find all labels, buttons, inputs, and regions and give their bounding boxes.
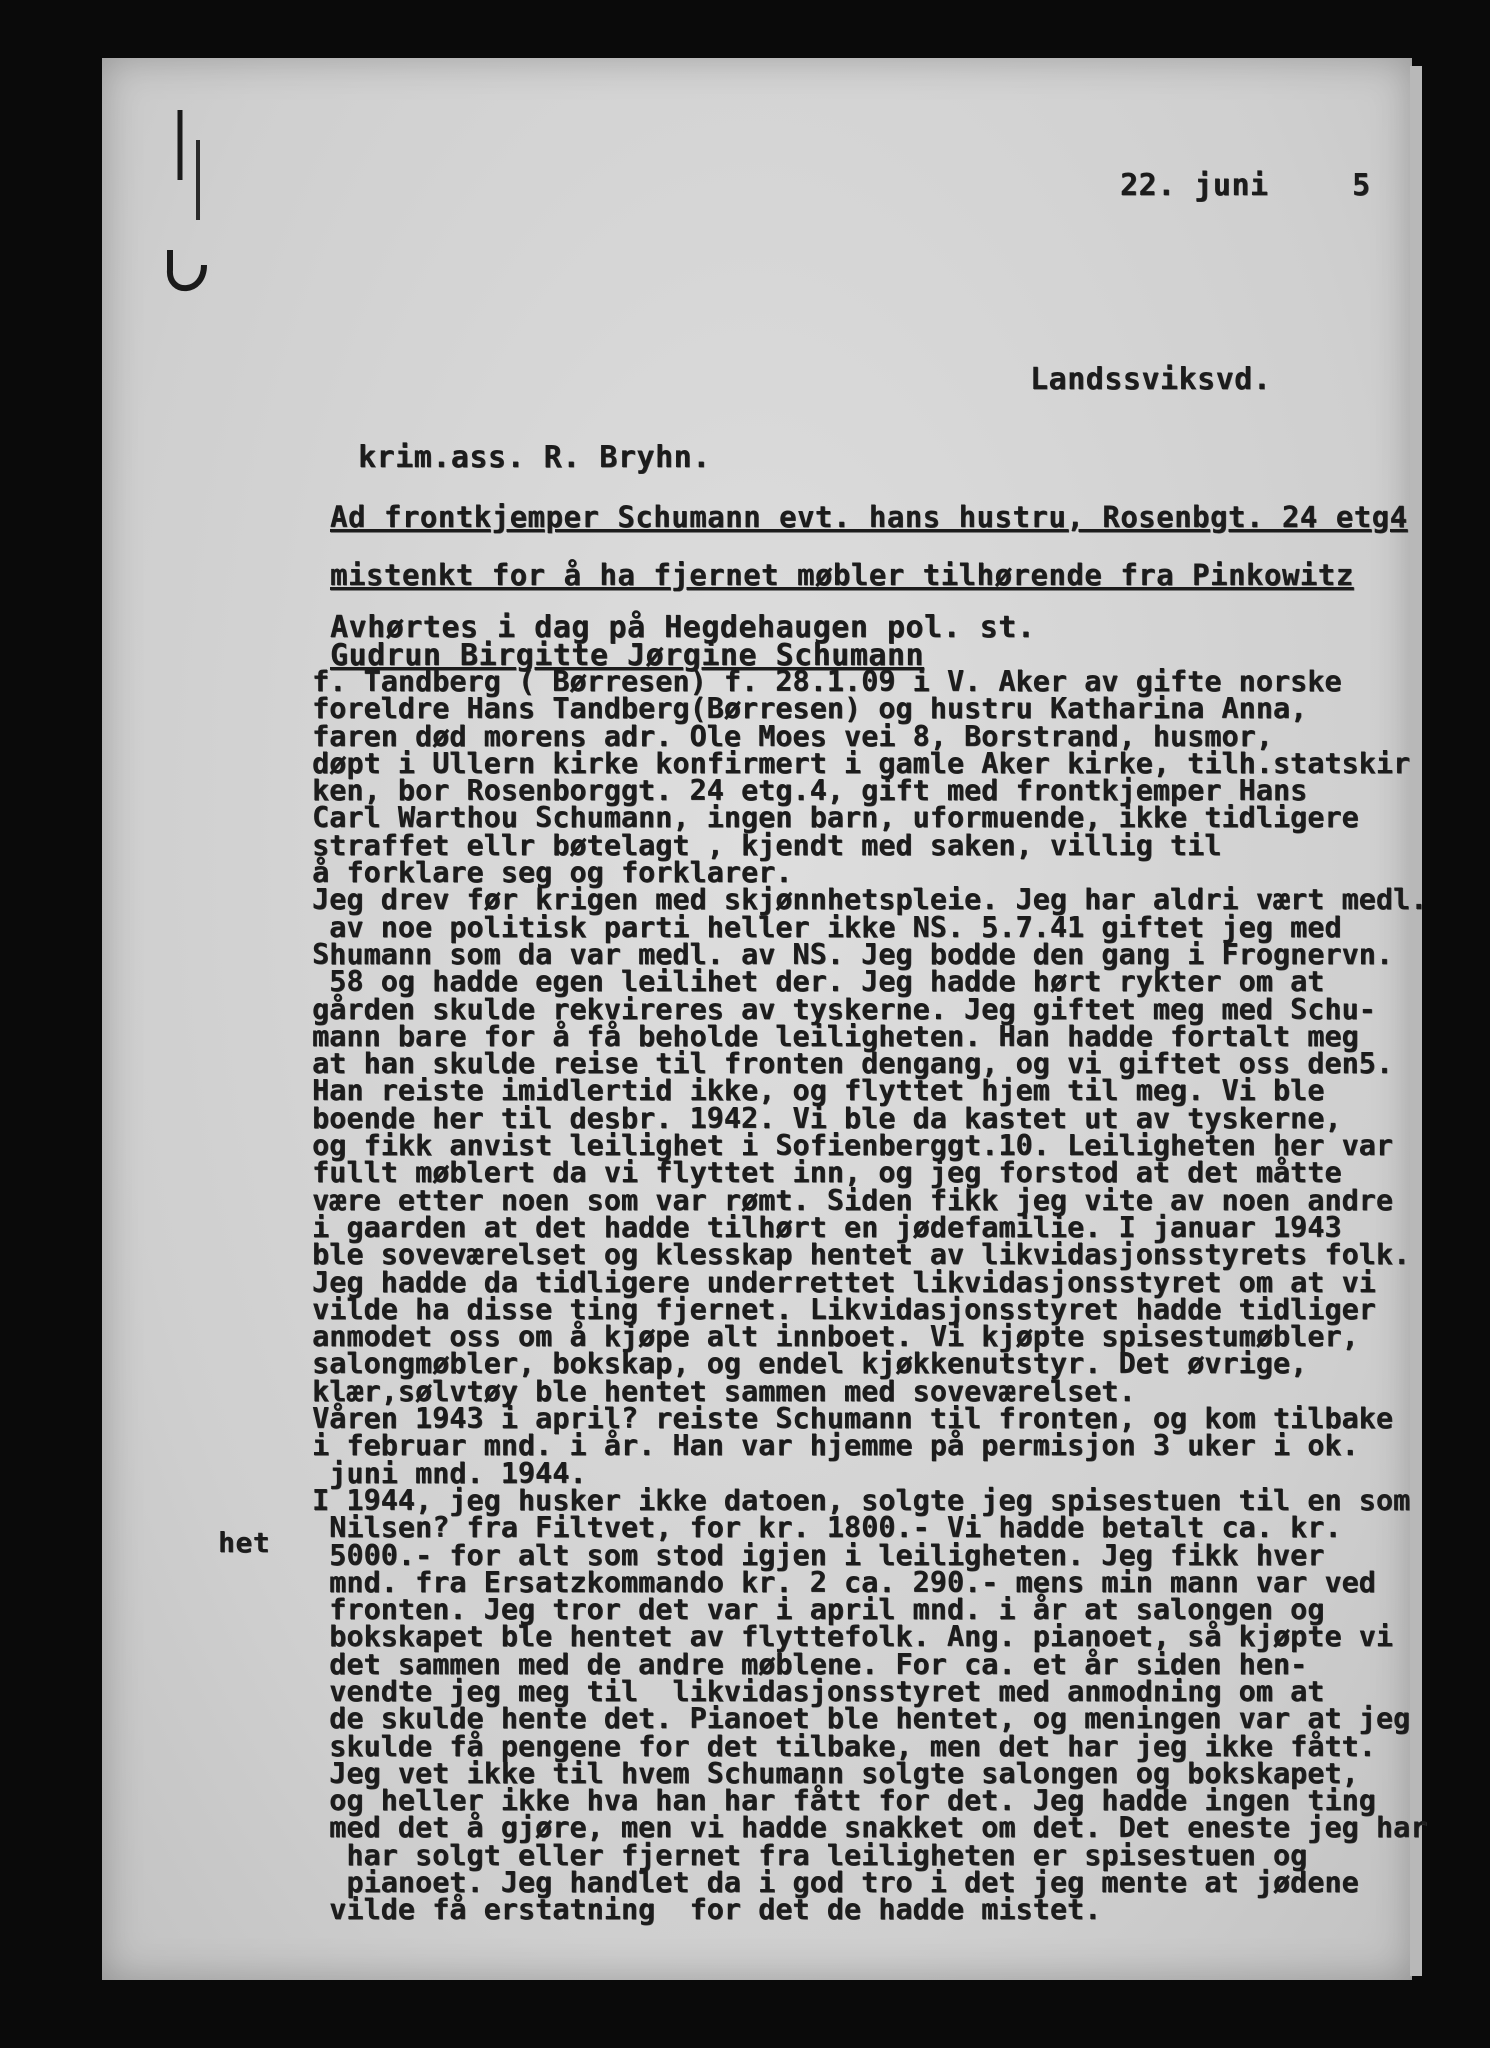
statement-line: Jeg drev før krigen med skjønnhetspleie. Jeg har aldri vært medl. [312, 883, 1428, 917]
statement-line: av noe politisk parti heller ikke NS. 5.7.41 giftet jeg med [312, 910, 1342, 944]
page-number: 5 [1352, 168, 1371, 203]
paperclip-mark [160, 100, 220, 300]
subject-line-2: mistenkt for å ha fjernet møbler tilhørende fra Pinkowitz [330, 558, 1354, 592]
statement-line: å forklare seg og forklarer. [312, 856, 793, 890]
statement-line: at han skulde reise til fronten dengang, og vi giftet oss den5. [312, 1047, 1393, 1081]
statement-line: foreldre Hans Tandberg(Børresen) og hustru Katharina Anna, [312, 692, 1308, 726]
statement-line: vendte jeg meg til likvidasjonsstyret med anmodning om at [312, 1674, 1325, 1708]
statement-line: og heller ikke hva han har fått for det. Jeg hadde ingen ting [312, 1784, 1376, 1818]
statement-line: det sammen med de andre møblene. For ca. et år siden hen- [312, 1647, 1308, 1681]
statement-line: vilde ha disse ting fjernet. Likvidasjonsstyret hadde tidliger [312, 1292, 1376, 1326]
statement-line: Jeg hadde da tidligere underrettet likvidasjonsstyret om at vi [312, 1265, 1376, 1299]
statement-line: mann bare for å få beholde leiligheten. Han hadde fortalt meg [312, 1019, 1359, 1053]
statement-line: de skulde hente det. Pianoet ble hentet, og meningen var at jeg [312, 1702, 1411, 1736]
statement-line: være etter noen som var rømt. Siden fikk jeg vite av noen andre [312, 1183, 1393, 1217]
header-date: 22. juni [1120, 168, 1269, 203]
statement-line: ble soveværelset og klesskap hentet av likvidasjonsstyrets folk. [312, 1238, 1411, 1272]
statement-line: salongmøbler, bokskap, og endel kjøkkenutstyr. Det øvrige, [312, 1347, 1308, 1381]
heard-statement: Avhørtes i dag på Hegdehaugen pol. st. [330, 610, 1036, 645]
statement-line: 58 og hadde egen leilihet der. Jeg hadde hørt rykter om at [312, 965, 1325, 999]
statement-line: i gaarden at det hadde tilhørt en jødefamilie. I januar 1943 [312, 1210, 1342, 1244]
subject-line-1: Ad frontkjemper Schumann evt. hans hustru, Rosenbgt. 24 etg4 [330, 500, 1408, 534]
statement-line: mnd. fra Ersatzkommando kr. 2 ca. 290.- mens min mann var ved [312, 1565, 1376, 1599]
statement-line: bokskapet ble hentet av flyttefolk. Ang. pianoet, så kjøpte vi [312, 1620, 1393, 1654]
statement-line: anmodet oss om å kjøpe alt innboet. Vi kjøpte spisestumøbler, [312, 1320, 1359, 1354]
statement-line: 5000.- for alt som stod igjen i leiligheten. Jeg fikk hver [312, 1538, 1325, 1572]
statement-line: og fikk anvist leilighet i Sofienberggt.10. Leiligheten her var [312, 1129, 1393, 1163]
statement-line: med det å gjøre, men vi hadde snakket om det. Det eneste jeg har [312, 1811, 1428, 1845]
statement-line: i februar mnd. i år. Han var hjemme på permisjon 3 uker i ok. [312, 1429, 1359, 1463]
statement-line: Våren 1943 i april? reiste Schumann til fronten, og kom tilbake [312, 1402, 1393, 1436]
statement-line: fronten. Jeg tror det var i april mnd. i år at salongen og [312, 1593, 1325, 1627]
statement-line: faren død morens adr. Ole Moes vei 8, Borstrand, husmor, [312, 719, 1273, 753]
statement-line: klær,sølvtøy ble hentet sammen med soveværelset. [312, 1374, 1136, 1408]
statement-line: Carl Warthou Schumann, ingen barn, uformuende, ikke tidligere [312, 801, 1359, 835]
margin-note: het [218, 1526, 271, 1559]
document-type: Landssviksvd. [1030, 362, 1272, 397]
statement-line: fullt møblert da vi flyttet inn, og jeg forstod at det måtte [312, 1156, 1342, 1190]
statement-line: juni mnd. 1944. [312, 1456, 587, 1490]
statement-line: skulde få pengene for det tilbake, men det har jeg ikke fått. [312, 1729, 1376, 1763]
statement-line: gården skulde rekvireres av tyskerne. Jeg giftet meg med Schu- [312, 992, 1376, 1026]
statement-line: ken, bor Rosenborggt. 24 etg.4, gift med frontkjemper Hans [312, 774, 1308, 808]
statement-line: straffet ellr bøtelagt , kjendt med saken, villig til [312, 828, 1222, 862]
statement-line: vilde få erstatning for det de hadde mistet. [312, 1893, 1102, 1927]
statement-line: Han reiste imidlertid ikke, og flyttet hjem til meg. Vi ble [312, 1074, 1325, 1108]
statement-line: Shumann som da var medl. av NS. Jeg bodde den gang i Frognervn. [312, 937, 1393, 971]
recipient: krim.ass. R. Bryhn. [358, 440, 711, 475]
statement-line: Nilsen? fra Filtvet, for kr. 1800.- Vi hadde betalt ca. kr. [312, 1511, 1342, 1545]
statement-line: pianoet. Jeg handlet da i god tro i det jeg mente at jødene [312, 1866, 1359, 1900]
statement-line: har solgt eller fjernet fra leiligheten er spisestuen og [312, 1838, 1308, 1872]
statement-body [312, 665, 1428, 1927]
statement-line: I 1944, jeg husker ikke datoen, solgte jeg spisestuen til en som [312, 1483, 1411, 1517]
statement-line: boende her til desbr. 1942. Vi ble da kastet ut av tyskerne, [312, 1101, 1342, 1135]
statement-line: f. Tandberg ( Børresen) f. 28.1.09 i V. Aker av gifte norske [312, 665, 1342, 698]
witness-name: Gudrun Birgitte Jørgine Schumann [330, 638, 924, 673]
statement-line: Jeg vet ikke til hvem Schumann solgte salongen og bokskapet, [312, 1756, 1359, 1790]
statement-line: døpt i Ullern kirke konfirmert i gamle Aker kirke, tilh.statskir [312, 746, 1411, 780]
